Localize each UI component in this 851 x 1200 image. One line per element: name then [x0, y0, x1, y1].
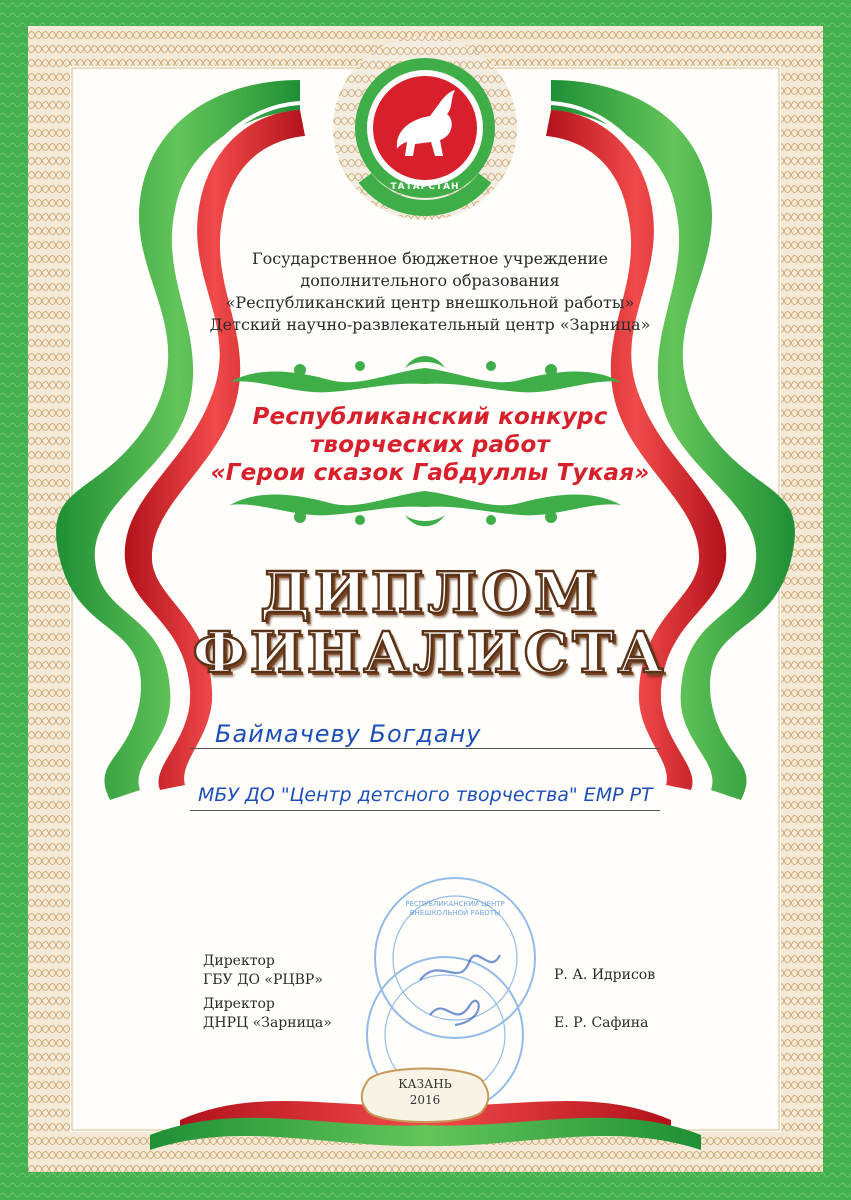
recipient-name: Баймачеву Богдану [215, 720, 482, 748]
diploma-title-2: ФИНАЛИСТА [192, 620, 668, 686]
signature-2-role: Директор [203, 996, 275, 1012]
signature-2-org: ДНРЦ «Зарница» [203, 1015, 332, 1031]
recipient-name-underline [190, 748, 660, 749]
emblem-label: ТАТАРСТАН [390, 182, 460, 192]
signature-1-role: Директор [203, 953, 275, 969]
signature-2-name: Е. Р. Сафина [554, 1015, 649, 1031]
footer-year: 2016 [409, 1093, 441, 1107]
organization-line-1: Государственное бюджетное учреждение [252, 249, 608, 268]
recipient-institution-underline [190, 810, 660, 811]
footer-city: КАЗАНЬ [398, 1077, 452, 1091]
stamp-text: РЕСПУБЛИКАНСКИЙ ЦЕНТР ВНЕШКОЛЬНОЙ РАБОТЫ [405, 900, 505, 917]
contest-title-line-2: творческих работ [309, 432, 551, 458]
signature-1-org: ГБУ ДО «РЦВР» [203, 972, 323, 988]
contest-title-line-3: «Герои сказок Габдуллы Тукая» [210, 460, 650, 486]
signature-1-name: Р. А. Идрисов [554, 967, 656, 983]
organization-line-4: Детский научно-развлекательный центр «Зарница» [209, 315, 651, 334]
organization-line-2: дополнительного образования [300, 271, 560, 290]
contest-title-line-1: Республиканский конкурс [252, 404, 608, 430]
recipient-institution: МБУ ДО "Центр детсного творчества" ЕМР РТ [198, 784, 653, 806]
organization-line-3: «Республиканский центр внешкольной работы» [225, 293, 635, 312]
diploma-title-1: ДИПЛОМ [260, 560, 600, 626]
